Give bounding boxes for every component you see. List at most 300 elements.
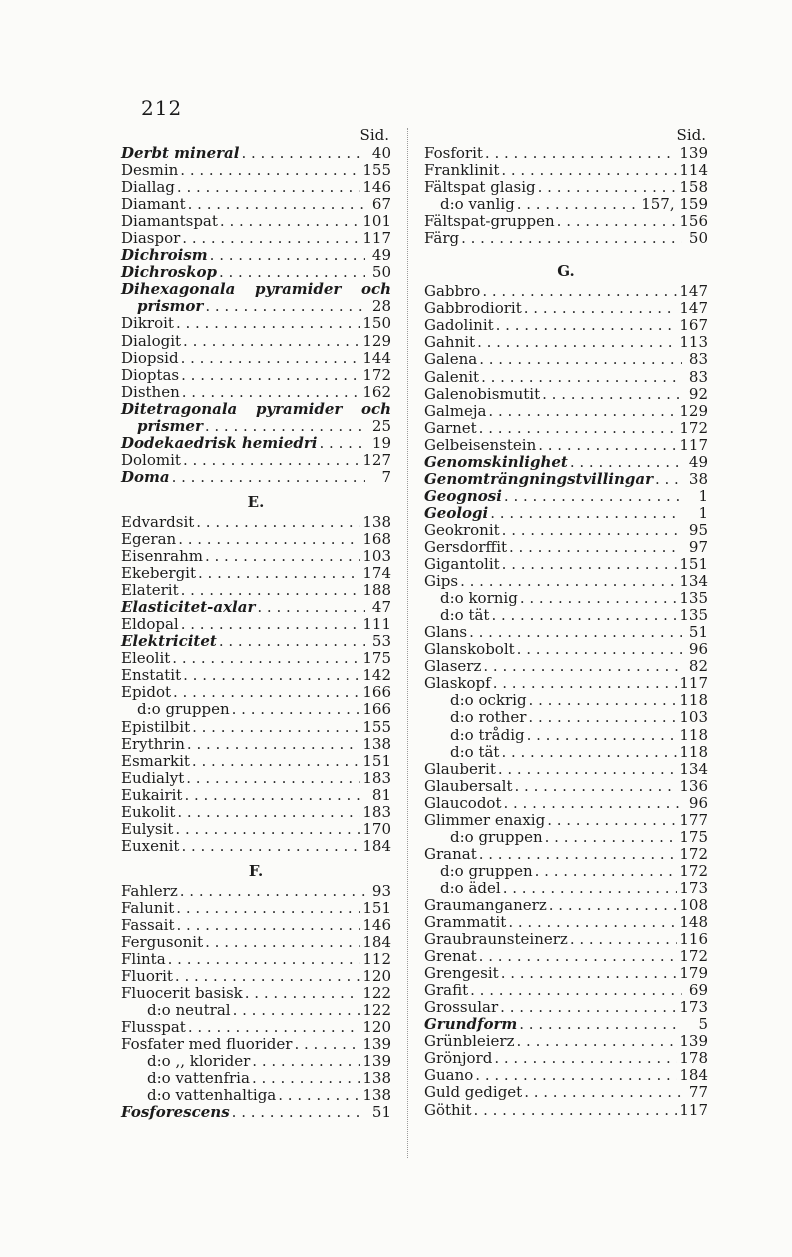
index-entry <box>121 531 391 548</box>
entry-text: Granat <box>424 844 477 863</box>
entry-dihexagonala <box>121 281 391 298</box>
leader-dots <box>183 333 360 350</box>
entry-text: Egeran <box>121 529 177 548</box>
index-entry <box>424 761 708 778</box>
entry-page: 151 <box>362 898 391 917</box>
entry-text: Glaubersalt <box>424 776 513 795</box>
index-entry <box>121 1104 391 1121</box>
entry-text: Grünbleierz <box>424 1032 515 1051</box>
entry-page: 173 <box>679 878 708 897</box>
index-column-right <box>424 126 708 1119</box>
index-entry <box>424 897 708 914</box>
entry-text: Dichroskop <box>121 263 217 282</box>
index-entry <box>424 709 708 726</box>
entry-text: Gadolinit <box>424 316 494 335</box>
index-entry <box>121 435 391 452</box>
leader-dots <box>188 196 365 213</box>
index-entry <box>424 386 708 403</box>
entry-page: 178 <box>679 1049 708 1068</box>
index-entry <box>121 298 391 315</box>
leader-dots <box>320 435 365 452</box>
index-entry <box>121 548 391 565</box>
entry-text: Geologi <box>424 503 489 522</box>
leader-dots <box>219 264 365 281</box>
entry-text: Dolomit <box>121 450 181 469</box>
entry-page: 96 <box>688 793 708 812</box>
leader-dots <box>205 298 365 315</box>
entry-text: Fluorit <box>121 967 173 986</box>
entry-page: 51 <box>371 1103 391 1122</box>
entry-text: Fluocerit basisk <box>121 984 243 1003</box>
index-entry <box>424 145 708 162</box>
entry-text: Epistilbit <box>121 717 191 736</box>
entry-text: Epidot <box>121 683 172 702</box>
index-entry <box>424 1102 708 1119</box>
entry-page: 112 <box>362 950 391 969</box>
entry-text: Eudialyt <box>121 768 185 787</box>
index-entry <box>424 369 708 386</box>
index-entry <box>424 982 708 999</box>
index-entry <box>424 846 708 863</box>
entry-text: Geokronit <box>424 520 500 539</box>
entry-text: Dioptas <box>121 365 180 384</box>
index-entry <box>424 505 708 522</box>
leader-dots <box>549 897 678 914</box>
entry-dihexagonala-cont <box>121 298 391 315</box>
leader-dots <box>178 531 360 548</box>
entry-page: 138 <box>362 734 391 753</box>
index-entry <box>424 196 708 213</box>
entry-text: Gelbeisenstein <box>424 435 537 454</box>
entries-e <box>121 514 391 855</box>
entry-page: 116 <box>679 930 708 949</box>
entry-text: Gigantolit <box>424 555 500 574</box>
index-entry <box>424 283 708 300</box>
index-entry <box>121 838 391 855</box>
entry-page: 83 <box>688 367 708 386</box>
entry-page: 117 <box>679 435 708 454</box>
leader-dots <box>509 539 682 556</box>
leader-dots <box>545 829 678 846</box>
leader-dots <box>503 795 682 812</box>
leader-dots <box>188 1019 361 1036</box>
entry-text: Fosfater med fluorider <box>121 1035 293 1054</box>
index-entry <box>424 556 708 573</box>
entry-text: Fassait <box>121 915 175 934</box>
leader-dots <box>557 213 678 230</box>
leader-dots <box>181 367 360 384</box>
index-entry <box>121 701 391 718</box>
entry-text: Glans <box>424 623 468 642</box>
entry-page: 129 <box>362 331 391 350</box>
index-entry <box>424 437 708 454</box>
index-entry <box>121 934 391 951</box>
entry-page: 82 <box>688 657 708 676</box>
leader-dots <box>177 917 361 934</box>
entry-text: d:o vattenhaltiga <box>147 1086 277 1105</box>
entry-page: 146 <box>362 915 391 934</box>
index-entry <box>424 334 708 351</box>
entry-page: 47 <box>371 598 391 617</box>
entry-text: d:o vanlig <box>440 195 515 214</box>
entry-text: d:o rother <box>450 708 527 727</box>
index-entry <box>424 778 708 795</box>
entry-page: 117 <box>679 1100 708 1119</box>
entry-page: 158 <box>679 178 708 197</box>
entry-text: d:o vattenfria <box>147 1069 250 1088</box>
entry-text: Elektricitet <box>121 632 217 651</box>
leader-dots <box>183 452 360 469</box>
entry-page: 155 <box>362 717 391 736</box>
entry-text: d:o ockrig <box>450 691 527 710</box>
leader-dots <box>172 469 365 486</box>
entry-text: Grenat <box>424 947 477 966</box>
entry-text: Gabbro <box>424 282 481 301</box>
index-entry <box>121 968 391 985</box>
entry-text: Geognosi <box>424 486 502 505</box>
entry-text: Erythrin <box>121 734 185 753</box>
leader-dots <box>500 999 677 1016</box>
entries-f <box>121 883 391 1122</box>
entries-d <box>121 145 391 281</box>
entry-text: d:o ,, klorider <box>147 1052 251 1071</box>
leader-dots <box>524 300 678 317</box>
entry-page: 138 <box>362 1069 391 1088</box>
index-entry <box>121 145 391 162</box>
leader-dots <box>477 334 677 351</box>
entry-text: Edvardsit <box>121 512 195 531</box>
entry-text: Glaserz <box>424 657 482 676</box>
entry-text: Fahlerz <box>121 881 178 900</box>
leader-dots <box>527 727 678 744</box>
entry-page: 172 <box>679 418 708 437</box>
entry-page: 168 <box>362 529 391 548</box>
index-entry <box>121 667 391 684</box>
leader-dots <box>461 230 682 247</box>
leader-dots <box>570 454 682 471</box>
leader-dots <box>172 650 360 667</box>
index-entry <box>424 317 708 334</box>
entries-d3 <box>121 435 391 486</box>
entry-text: Gahnit <box>424 333 476 352</box>
leader-dots <box>183 667 360 684</box>
leader-dots <box>220 213 360 230</box>
index-entry <box>121 582 391 599</box>
entry-page: 147 <box>679 282 708 301</box>
leader-dots <box>168 951 361 968</box>
leader-dots <box>175 821 360 838</box>
entry-page: 49 <box>688 452 708 471</box>
leader-dots <box>181 616 361 633</box>
entry-text: Glimmer enaxig <box>424 810 546 829</box>
leader-dots <box>655 471 682 488</box>
entry-text: Galenobismutit <box>424 384 541 403</box>
leader-dots <box>233 1002 361 1019</box>
index-entry <box>121 384 391 401</box>
entry-page: 175 <box>362 649 391 668</box>
entry-text: Fosforescens <box>121 1103 230 1122</box>
entry-text: Flinta <box>121 950 166 969</box>
index-entry <box>121 736 391 753</box>
index-entry <box>424 607 708 624</box>
index-entry <box>424 1067 708 1084</box>
entry-page: 103 <box>679 708 708 727</box>
entry-text: d:o gruppen <box>137 700 230 719</box>
entry-page: 175 <box>679 827 708 846</box>
entry-page: 92 <box>688 384 708 403</box>
index-entry <box>121 469 391 486</box>
entry-page: 184 <box>679 1066 708 1085</box>
index-entry <box>121 770 391 787</box>
entry-page: 97 <box>688 537 708 556</box>
index-entry <box>121 1002 391 1019</box>
index-entry <box>424 522 708 539</box>
entry-text: pyramider <box>255 399 343 418</box>
entry-text: Garnet <box>424 418 477 437</box>
entry-text: Doma <box>121 467 170 486</box>
entry-text: d:o tät <box>440 606 490 625</box>
leader-dots <box>528 709 677 726</box>
entry-page: 136 <box>679 776 708 795</box>
leader-dots <box>181 838 360 855</box>
index-entry <box>121 162 391 179</box>
entry-page: 114 <box>679 161 708 180</box>
index-entry <box>424 812 708 829</box>
entries-f2 <box>424 145 708 247</box>
entry-page: 173 <box>679 998 708 1017</box>
index-entry <box>424 403 708 420</box>
entry-page: 118 <box>679 742 708 761</box>
leader-dots <box>504 488 682 505</box>
leader-dots <box>491 607 677 624</box>
entry-text: Diallag <box>121 178 175 197</box>
index-entry <box>424 863 708 880</box>
entry-page: 129 <box>679 401 708 420</box>
entry-text: Disthen <box>121 382 180 401</box>
entry-text: Euxenit <box>121 836 180 855</box>
entry-text: Elasticitet-axlar <box>121 598 256 617</box>
entry-page: 170 <box>362 819 391 838</box>
entry-ditetragonala <box>121 401 391 418</box>
leader-dots <box>210 247 365 264</box>
entry-page: 117 <box>362 229 391 248</box>
leader-dots <box>176 315 360 332</box>
leader-dots <box>496 317 678 334</box>
leader-dots <box>494 1050 677 1067</box>
entry-page: 19 <box>371 433 391 452</box>
leader-dots <box>501 162 677 179</box>
entry-page: 117 <box>679 674 708 693</box>
leader-dots <box>173 684 360 701</box>
index-entry <box>424 948 708 965</box>
leader-dots <box>481 369 682 386</box>
leader-dots <box>519 1016 682 1033</box>
entry-page: 135 <box>679 606 708 625</box>
entry-text: Genomträngningstvillingar <box>424 469 653 488</box>
index-entry <box>121 264 391 281</box>
leader-dots <box>187 736 360 753</box>
entry-page: 156 <box>679 212 708 231</box>
leader-dots <box>180 162 360 179</box>
index-entry <box>121 787 391 804</box>
entry-text: Desmin <box>121 161 179 180</box>
entry-page: 155 <box>362 161 391 180</box>
index-entry <box>121 1087 391 1104</box>
entry-page: 120 <box>362 1018 391 1037</box>
entry-text: Galenit <box>424 367 480 386</box>
index-entry <box>121 917 391 934</box>
leader-dots <box>181 350 361 367</box>
entry-page: 25 <box>371 416 391 435</box>
leader-dots <box>175 968 360 985</box>
index-entry <box>121 951 391 968</box>
section-heading-f: F. <box>248 861 264 880</box>
index-entry <box>121 821 391 838</box>
leader-dots <box>278 1087 360 1104</box>
index-entry <box>121 900 391 917</box>
entry-page: 144 <box>362 348 391 367</box>
entry-page: 28 <box>371 297 391 316</box>
index-entry <box>424 1050 708 1067</box>
column-divider <box>407 128 408 1158</box>
leader-dots <box>482 283 677 300</box>
index-entry <box>424 692 708 709</box>
entry-text: Guano <box>424 1066 474 1085</box>
sid-header-left: Sid. <box>359 126 389 144</box>
entry-page: 53 <box>371 632 391 651</box>
entry-page: 49 <box>371 246 391 265</box>
leader-dots <box>542 386 682 403</box>
entry-page: 122 <box>362 984 391 1003</box>
index-entry <box>424 641 708 658</box>
entry-text: Eleolit <box>121 649 171 668</box>
index-entry <box>121 804 391 821</box>
entry-page: 177 <box>679 810 708 829</box>
entries-g <box>424 283 708 1118</box>
entry-text: Eukairit <box>121 785 183 804</box>
entry-text: Derbt mineral <box>121 144 240 162</box>
index-entry <box>424 744 708 761</box>
entry-text: Franklinit <box>424 161 500 180</box>
entry-text: Glaucodot <box>424 793 502 812</box>
entry-page: 83 <box>688 350 708 369</box>
index-entry <box>424 230 708 247</box>
leader-dots <box>508 914 677 931</box>
index-entry <box>424 213 708 230</box>
entry-page: 167 <box>679 316 708 335</box>
leader-dots <box>205 934 360 951</box>
leader-dots <box>570 931 678 948</box>
entry-page: 157, 159 <box>641 195 708 214</box>
index-entry <box>424 999 708 1016</box>
entry-text: d:o trådig <box>450 725 525 744</box>
leader-dots <box>479 948 678 965</box>
leader-dots <box>192 753 360 770</box>
leader-dots <box>502 522 682 539</box>
index-entry <box>121 1036 391 1053</box>
entry-text: Gersdorffit <box>424 537 508 556</box>
leader-dots <box>524 1084 682 1101</box>
index-entry <box>424 795 708 812</box>
leader-dots <box>252 1070 360 1087</box>
entry-page: 139 <box>679 144 708 162</box>
index-entry <box>121 230 391 247</box>
leader-dots <box>245 985 361 1002</box>
entry-page: 134 <box>679 759 708 778</box>
entry-text: Galena <box>424 350 478 369</box>
entry-text: Diaspor <box>121 229 181 248</box>
entry-text: Diamant <box>121 195 186 214</box>
entry-page: 172 <box>679 947 708 966</box>
entry-page: 134 <box>679 572 708 591</box>
entry-page: 184 <box>362 933 391 952</box>
entry-page: 118 <box>679 691 708 710</box>
entry-text: Dialogit <box>121 331 182 350</box>
leader-dots <box>488 403 677 420</box>
leader-dots <box>517 1033 678 1050</box>
index-entry <box>424 624 708 641</box>
entry-text: d:o neutral <box>147 1001 231 1020</box>
leader-dots <box>517 641 682 658</box>
entry-page: 111 <box>362 615 391 634</box>
entry-text: Glanskobolt <box>424 640 515 659</box>
entry-text: Galmeja <box>424 401 487 420</box>
entry-text: Färg <box>424 229 460 248</box>
index-entry <box>121 599 391 616</box>
entry-page: 183 <box>362 768 391 787</box>
index-entry <box>424 1084 708 1101</box>
entry-text: Dihexagonala <box>121 280 236 299</box>
entry-text: Dikroit <box>121 314 174 333</box>
entry-text: Genomskinlighet <box>424 452 568 471</box>
entry-text: Glaskopf <box>424 674 491 693</box>
entry-page: 172 <box>362 365 391 384</box>
leader-dots <box>498 761 678 778</box>
index-entry <box>121 1070 391 1087</box>
leader-dots <box>257 599 365 616</box>
entry-page: 118 <box>679 725 708 744</box>
entry-text: Grundform <box>424 1015 518 1034</box>
entry-page: 108 <box>679 895 708 914</box>
section-heading-g: G. <box>557 262 575 281</box>
index-entry <box>121 1053 391 1070</box>
entry-page: 50 <box>688 229 708 248</box>
index-entry <box>121 367 391 384</box>
index-entry <box>424 573 708 590</box>
index-entry <box>424 965 708 982</box>
entry-text: Gabbrodiorit <box>424 299 522 318</box>
index-entry <box>121 418 391 435</box>
leader-dots <box>493 675 678 692</box>
entry-text: prismer <box>137 416 203 435</box>
entry-page: 162 <box>362 382 391 401</box>
entries-d2 <box>121 315 391 400</box>
entry-text: Glauberit <box>424 759 496 778</box>
entry-text: Elaterit <box>121 581 179 600</box>
entry-text: Grafit <box>424 981 469 1000</box>
entry-text: d:o gruppen <box>440 861 533 880</box>
index-entry <box>121 650 391 667</box>
entry-page: 95 <box>688 520 708 539</box>
index-entry <box>424 179 708 196</box>
leader-dots <box>294 1036 360 1053</box>
entry-text: Grönjord <box>424 1049 493 1068</box>
entry-page: 151 <box>362 751 391 770</box>
entry-page: 184 <box>362 836 391 855</box>
entry-page: 166 <box>362 700 391 719</box>
leader-dots <box>184 787 365 804</box>
entry-text: Eulysit <box>121 819 174 838</box>
